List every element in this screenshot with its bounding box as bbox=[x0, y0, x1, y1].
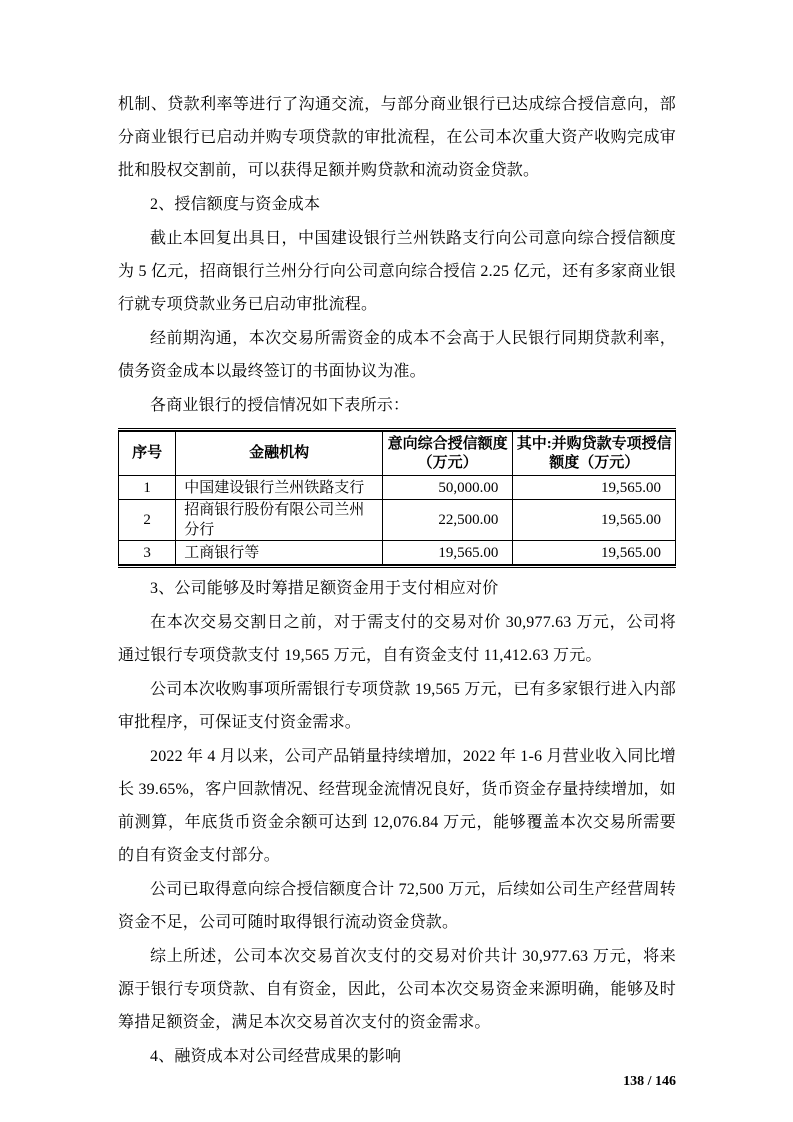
cell-special: 19,565.00 bbox=[513, 541, 676, 566]
body-paragraph: 机制、贷款利率等进行了沟通交流，与部分商业银行已达成综合授信意向，部分商业银行已启动并购专项贷款的审批流程，在公司本次重大资产收购完成审批和股权交割前，可以获得足额并购贷款和流动资金贷款。 bbox=[118, 96, 676, 179]
cell-credit: 50,000.00 bbox=[382, 476, 512, 500]
body-paragraph: 截止本回复出具日，中国建设银行兰州铁路支行向公司意向综合授信额度为 5 亿元，招商银行兰州分行向公司意向综合授信 2.25 亿元，还有多家商业银行就专项贷款业务已启动审批流程。 bbox=[118, 230, 676, 313]
section-heading-2: 2、授信额度与资金成本 bbox=[150, 196, 321, 213]
header-cell-institution: 金融机构 bbox=[176, 431, 383, 476]
body-paragraph: 经前期沟通，本次交易所需资金的成本不会高于人民银行同期贷款利率，债务资金成本以最终签订的书面协议为准。 bbox=[118, 330, 676, 380]
body-paragraph: 在本次交易交割日之前，对于需支付的交易对价 30,977.63 万元，公司将通过银行专项贷款支付 19,565 万元，自有资金支付 11,412.63 万元。 bbox=[118, 614, 676, 664]
table-row bbox=[119, 541, 676, 566]
cell-institution: 工商银行等 bbox=[176, 541, 383, 566]
cell-no: 3 bbox=[119, 541, 176, 566]
header-cell-credit-line: 意向综合授信额度（万元） bbox=[382, 431, 512, 476]
body-paragraph: 2022 年 4 月以来，公司产品销量持续增加，2022 年 1-6 月营业收入同比增长 39.65%，客户回款情况、经营现金流情况良好，货币资金存量持续增加，如前测算，年底货币资金余额可达到 12,076.84 万元，能够覆盖本次交易所需要的自有资金支付部分。 bbox=[118, 748, 676, 864]
header-cell-no: 序号 bbox=[119, 431, 176, 476]
body-paragraph: 综上所述，公司本次交易首次支付的交易对价共计 30,977.63 万元，将来源于银行专项贷款、自有资金，因此，公司本次交易资金来源明确，能够及时筹措足额资金，满足本次交易首次支付的资金需求。 bbox=[118, 948, 676, 1031]
page-number: 138 / 146 bbox=[623, 1074, 676, 1089]
header-cell-special-line: 其中:并购贷款专项授信额度（万元） bbox=[513, 431, 676, 476]
cell-institution: 中国建设银行兰州铁路支行 bbox=[176, 476, 383, 500]
cell-institution: 招商银行股份有限公司兰州分行 bbox=[176, 500, 383, 541]
credit-table-wrapper bbox=[118, 428, 676, 568]
cell-no: 2 bbox=[119, 500, 176, 541]
section-heading-4: 4、融资成本对公司经营成果的影响 bbox=[150, 1048, 402, 1065]
cell-credit: 19,565.00 bbox=[382, 541, 512, 566]
body-paragraph: 公司已取得意向综合授信额度合计 72,500 万元，后续如公司生产经营周转资金不足，公司可随时取得银行流动资金贷款。 bbox=[118, 881, 676, 931]
cell-special: 19,565.00 bbox=[513, 500, 676, 541]
section-heading-3: 3、公司能够及时筹措足额资金用于支付相应对价 bbox=[150, 580, 499, 597]
credit-table bbox=[118, 430, 676, 566]
cell-no: 1 bbox=[119, 476, 176, 500]
table-row bbox=[119, 476, 676, 500]
cell-special: 19,565.00 bbox=[513, 476, 676, 500]
cell-credit: 22,500.00 bbox=[382, 500, 512, 541]
table-intro-paragraph: 各商业银行的授信情况如下表所示： bbox=[150, 397, 410, 414]
table-header-row bbox=[119, 431, 676, 476]
body-paragraph: 公司本次收购事项所需银行专项贷款 19,565 万元，已有多家银行进入内部审批程序，可保证支付资金需求。 bbox=[118, 681, 676, 731]
table-row bbox=[119, 500, 676, 541]
